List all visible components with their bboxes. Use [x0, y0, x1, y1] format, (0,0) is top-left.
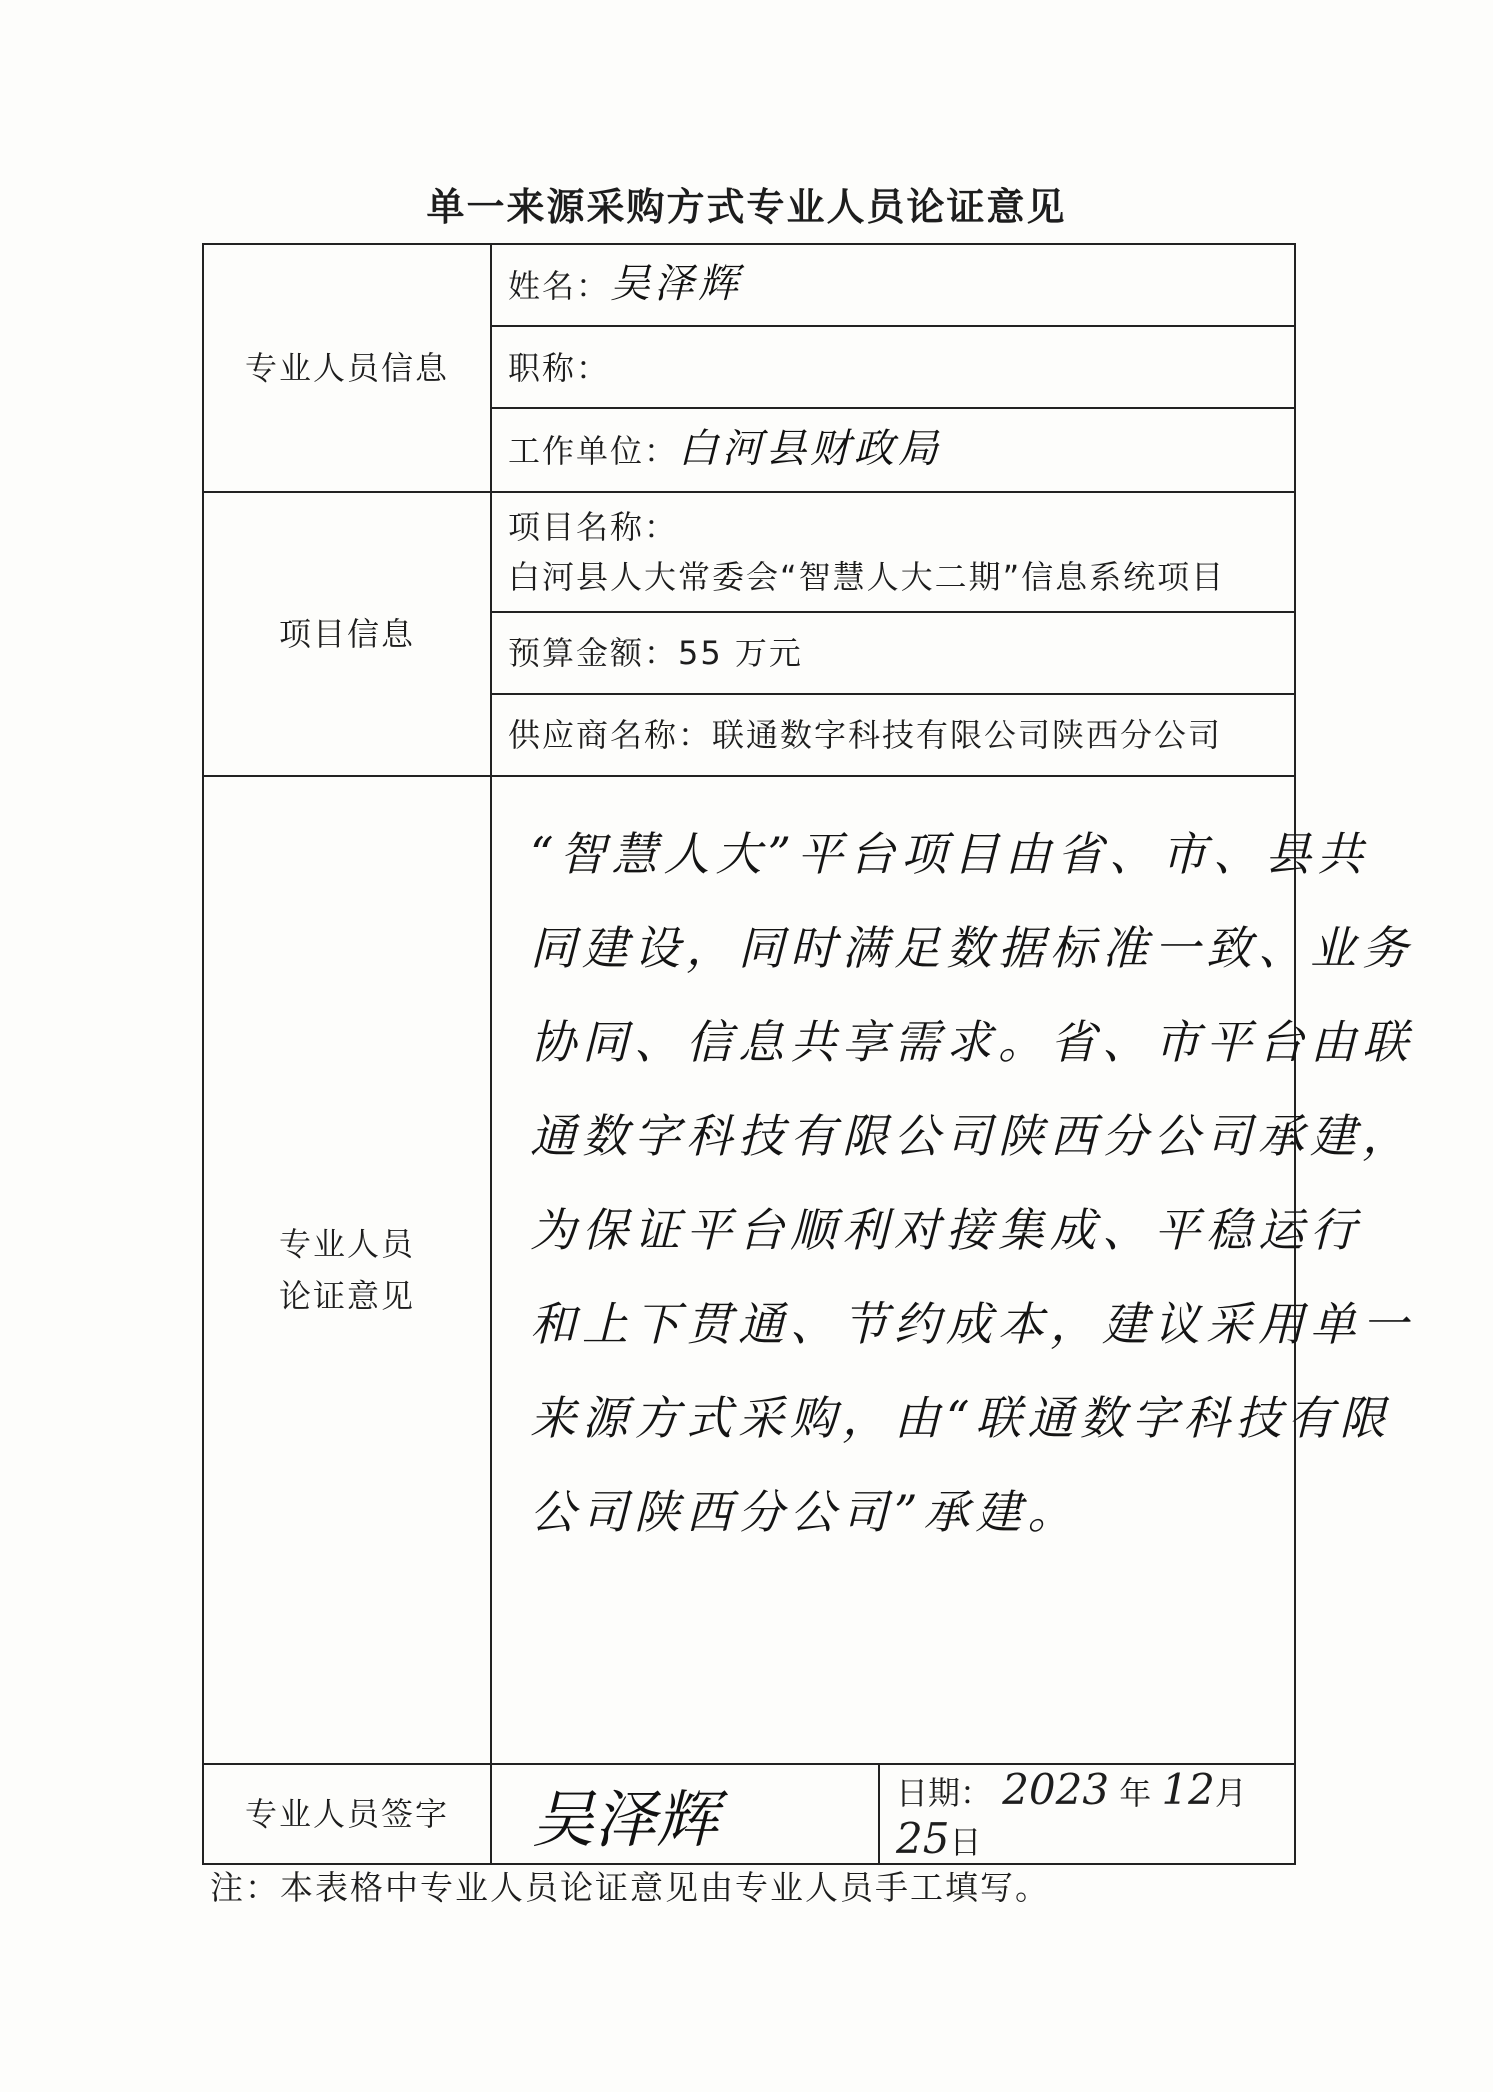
supplier-value: 联通数字科技有限公司陕西分公司 [712, 716, 1223, 754]
project-name-value: 白河县人大常委会“智慧人大二期”信息系统项目 [508, 558, 1226, 596]
name-handwritten: 吴泽辉 [610, 261, 743, 307]
opinion-line: “智慧人大”平台项目由省、市、县共 [530, 827, 1370, 881]
project-name-row [491, 492, 1295, 612]
employer-handwritten: 白河县财政局 [678, 426, 943, 472]
opinion-line: 通数字科技有限公司陕西分公司承建， [530, 1109, 1414, 1163]
page-title: 单一来源采购方式专业人员论证意见 [426, 185, 1067, 229]
expert-info-label: 专业人员信息 [203, 244, 491, 492]
budget-row [491, 612, 1295, 694]
project-name-label: 项目名称： [508, 508, 679, 546]
name-row [491, 244, 1295, 326]
opinion-content [491, 776, 1414, 1764]
opinion-line: 公司陕西分公司”承建。 [530, 1485, 1080, 1539]
date-day: 25 [896, 1814, 950, 1863]
opinion-label-line1: 专业人员 [278, 1225, 415, 1263]
opinion-form-table [202, 243, 1414, 1865]
date-day-unit: 日 [949, 1823, 982, 1861]
title-label: 职称： [508, 349, 611, 387]
opinion-line: 和上下贯通、节约成本，建议采用单一 [530, 1297, 1414, 1351]
title-row [491, 326, 1295, 408]
supplier-label: 供应商名称： [508, 716, 713, 754]
footnote: 注：本表格中专业人员论证意见由专业人员手工填写。 [210, 1868, 1050, 1907]
employer-row [491, 408, 1295, 492]
date-label: 日期： [896, 1774, 993, 1812]
opinion-line: 为保证平台顺利对接集成、平稳运行 [530, 1203, 1362, 1257]
date-year-unit: 年 [1119, 1774, 1152, 1812]
handwritten-signature: 吴泽辉 [532, 1782, 719, 1856]
budget-value: 55 万元 [678, 634, 803, 672]
date-month-unit: 月 [1214, 1774, 1247, 1812]
opinion-label-line2: 论证意见 [278, 1277, 415, 1315]
budget-label: 预算金额： [508, 634, 679, 672]
signature-label: 专业人员签字 [203, 1764, 491, 1864]
opinion-label [203, 776, 491, 1764]
date-year: 2023 [1002, 1765, 1110, 1814]
opinion-line: 同建设，同时满足数据标准一致、业务 [530, 921, 1414, 975]
signature-cell [491, 1764, 879, 1864]
opinion-line: 来源方式采购，由“联通数字科技有限 [530, 1391, 1392, 1445]
date-month: 12 [1161, 1765, 1215, 1814]
name-label: 姓名： [508, 267, 611, 305]
opinion-handwritten-text [530, 807, 1414, 1559]
date-cell [879, 1764, 1295, 1864]
opinion-line: 协同、信息共享需求。省、市平台由联 [530, 1015, 1414, 1069]
project-info-label: 项目信息 [203, 492, 491, 776]
employer-label: 工作单位： [508, 432, 679, 470]
supplier-row [491, 694, 1295, 776]
